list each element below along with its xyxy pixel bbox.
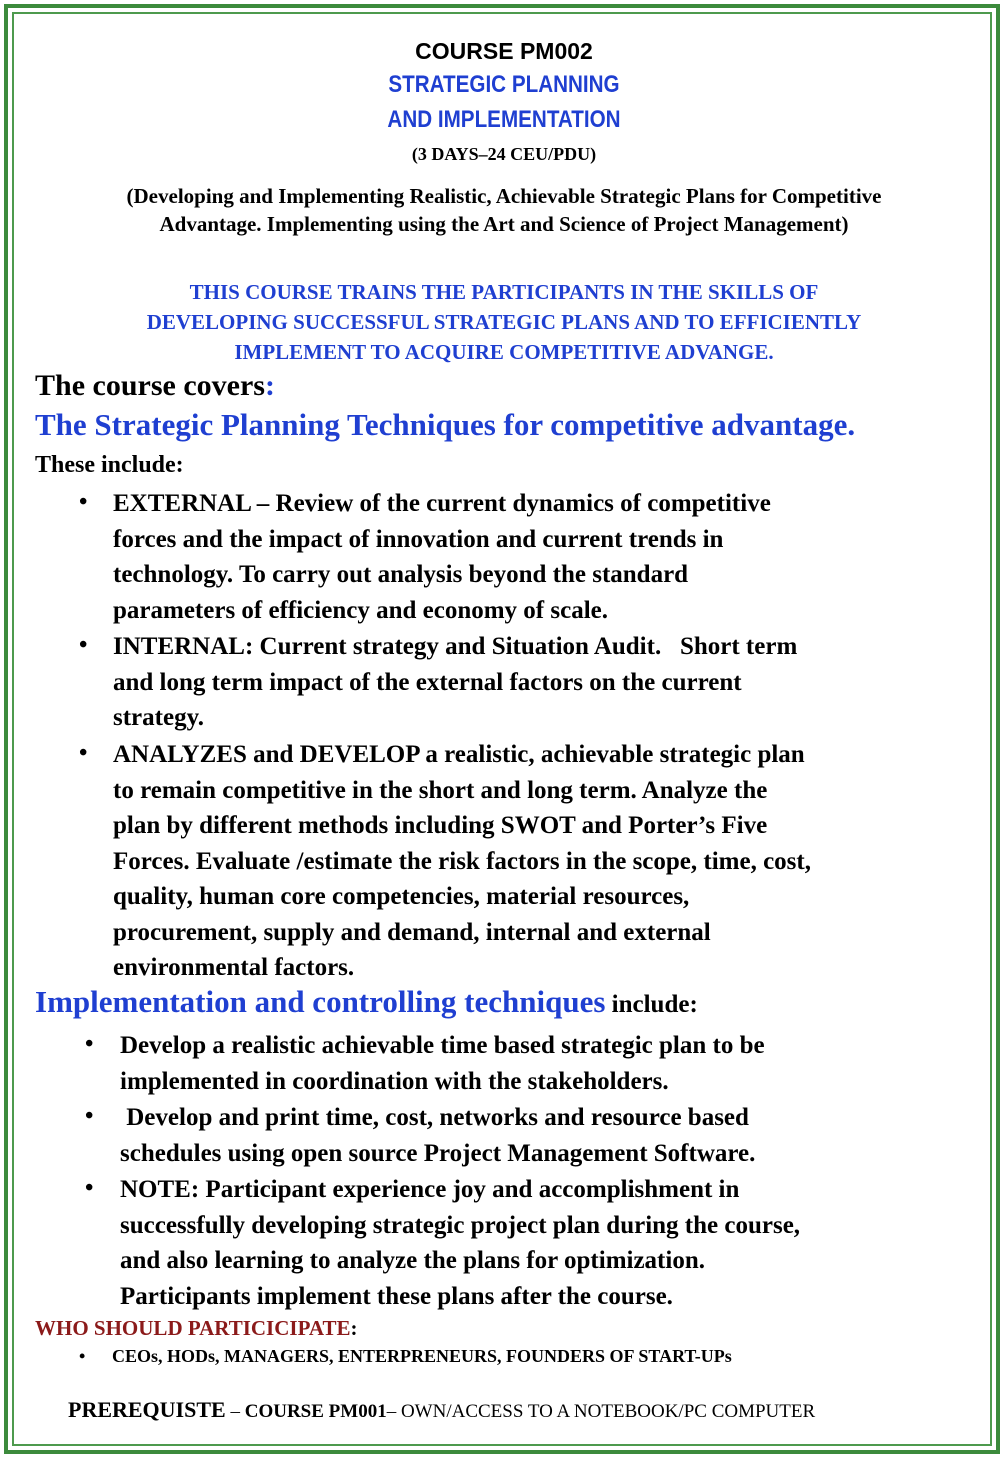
implementation-heading-text: Implementation and controlling techniques [35,984,606,1019]
who-should-participate-heading [35,1316,357,1341]
bullet-line: Participants implement these plans after the course. [120,1282,673,1310]
subtitle-line-1: (Developing and Implementing Realistic, Achievable Strategic Plans for Competitive [126,184,882,208]
who-heading-text: WHO SHOULD PARTICICIPATE [35,1316,351,1340]
bullet-line: quality, human core competencies, material resources, [113,883,690,910]
bullet-icon: • [79,1346,86,1366]
bullet-line: EXTERNAL – Review of the current dynamics of competitive [113,490,771,517]
implementation-bullet-develop-plan [120,1028,765,1099]
banner-line-2: DEVELOPING SUCCESSFUL STRATEGIC PLANS AND TO EFFICIENTLY [146,310,862,334]
prerequisite-requirement: – OWN/ACCESS TO A NOTEBOOK/PC COMPUTER [386,1401,816,1422]
bullet-line: strategy. [113,704,204,731]
course-covers-label: The course covers [35,369,265,402]
course-covers-colon: : [264,369,275,402]
bullet-line: successfully developing strategic project plan during the course, [120,1211,801,1239]
subtitle-line-2: Advantage. Implementing using the Art and Science of Project Management) [159,212,849,236]
bullet-line: plan by different methods including SWOT and Porter’s Five [113,812,768,839]
implementation-heading [35,984,698,1020]
bullet-line: Forces. Evaluate /estimate the risk factors in the scope, time, cost, [113,847,811,875]
covers-bullet-internal [113,629,797,736]
bullet-line: ANALYZES and DEVELOP a realistic, achievable strategic plan [113,741,805,768]
bullet-line: and long term impact of the external factors on the current [113,668,742,696]
bullet-line: Develop and print time, cost, networks and resource based [120,1104,749,1131]
covers-bullet-external [113,486,771,628]
prerequisite-course: COURSE PM001 [244,1401,387,1422]
bullet-line: forces and the impact of innovation and current trends in [113,525,724,553]
bullet-icon: • [79,632,88,658]
bullet-line: INTERNAL: Current strategy and Situation Audit. Short term [113,633,798,660]
banner-line-1: THIS COURSE TRAINS THE PARTICIPANTS IN THE SKILLS OF [189,280,819,304]
prerequisite-dash: – [225,1401,245,1422]
participant-list: CEOs, HODs, MANAGERS, ENTERPRENEURS, FOUNDERS OF START-UPs [112,1346,732,1366]
course-title-line-2: AND IMPLEMENTATION [387,106,621,133]
bullet-line: technology. To carry out analysis beyond the standard [113,561,689,588]
bullet-icon: • [85,1103,94,1129]
bullet-icon: • [79,740,88,766]
course-duration: (3 DAYS–24 CEU/PDU) [411,144,597,164]
bullet-line: Develop a realistic achievable time based strategic plan to be [120,1032,765,1059]
these-include-label: These include: [35,452,184,478]
techniques-heading: The Strategic Planning Techniques for competitive advantage. [35,407,856,442]
bullet-icon: • [85,1175,94,1201]
prerequisite-line [68,1397,815,1423]
bullet-icon: • [85,1031,94,1057]
bullet-line: and also learning to analyze the plans for optimization. [120,1247,705,1274]
course-summary-banner [0,277,1008,367]
course-subtitle [0,182,1008,238]
course-title-line-1: STRATEGIC PLANNING [388,71,620,98]
implementation-heading-suffix: include: [605,991,698,1018]
covers-bullet-analyzes [113,737,811,986]
implementation-bullet-schedules [120,1100,755,1171]
bullet-line: implemented in coordination with the stakeholders. [120,1067,669,1095]
prerequisite-label: PREREQUISTE [68,1397,226,1422]
bullet-line: schedules using open source Project Management Software. [120,1139,756,1167]
course-code: COURSE PM002 [415,38,593,64]
course-covers-heading [35,369,275,403]
who-heading-colon: : [350,1316,358,1340]
bullet-line: NOTE: Participant experience joy and accomplishment in [120,1176,740,1203]
implementation-bullet-note [120,1172,800,1314]
bullet-line: to remain competitive in the short and long term. Analyze the [113,776,768,804]
bullet-line: parameters of efficiency and economy of scale. [113,596,608,624]
bullet-line: procurement, supply and demand, internal and external [113,918,711,946]
banner-line-3: IMPLEMENT TO ACQUIRE COMPETITIVE ADVANGE. [234,340,774,364]
bullet-line: environmental factors. [113,954,355,981]
bullet-icon: • [79,489,88,515]
